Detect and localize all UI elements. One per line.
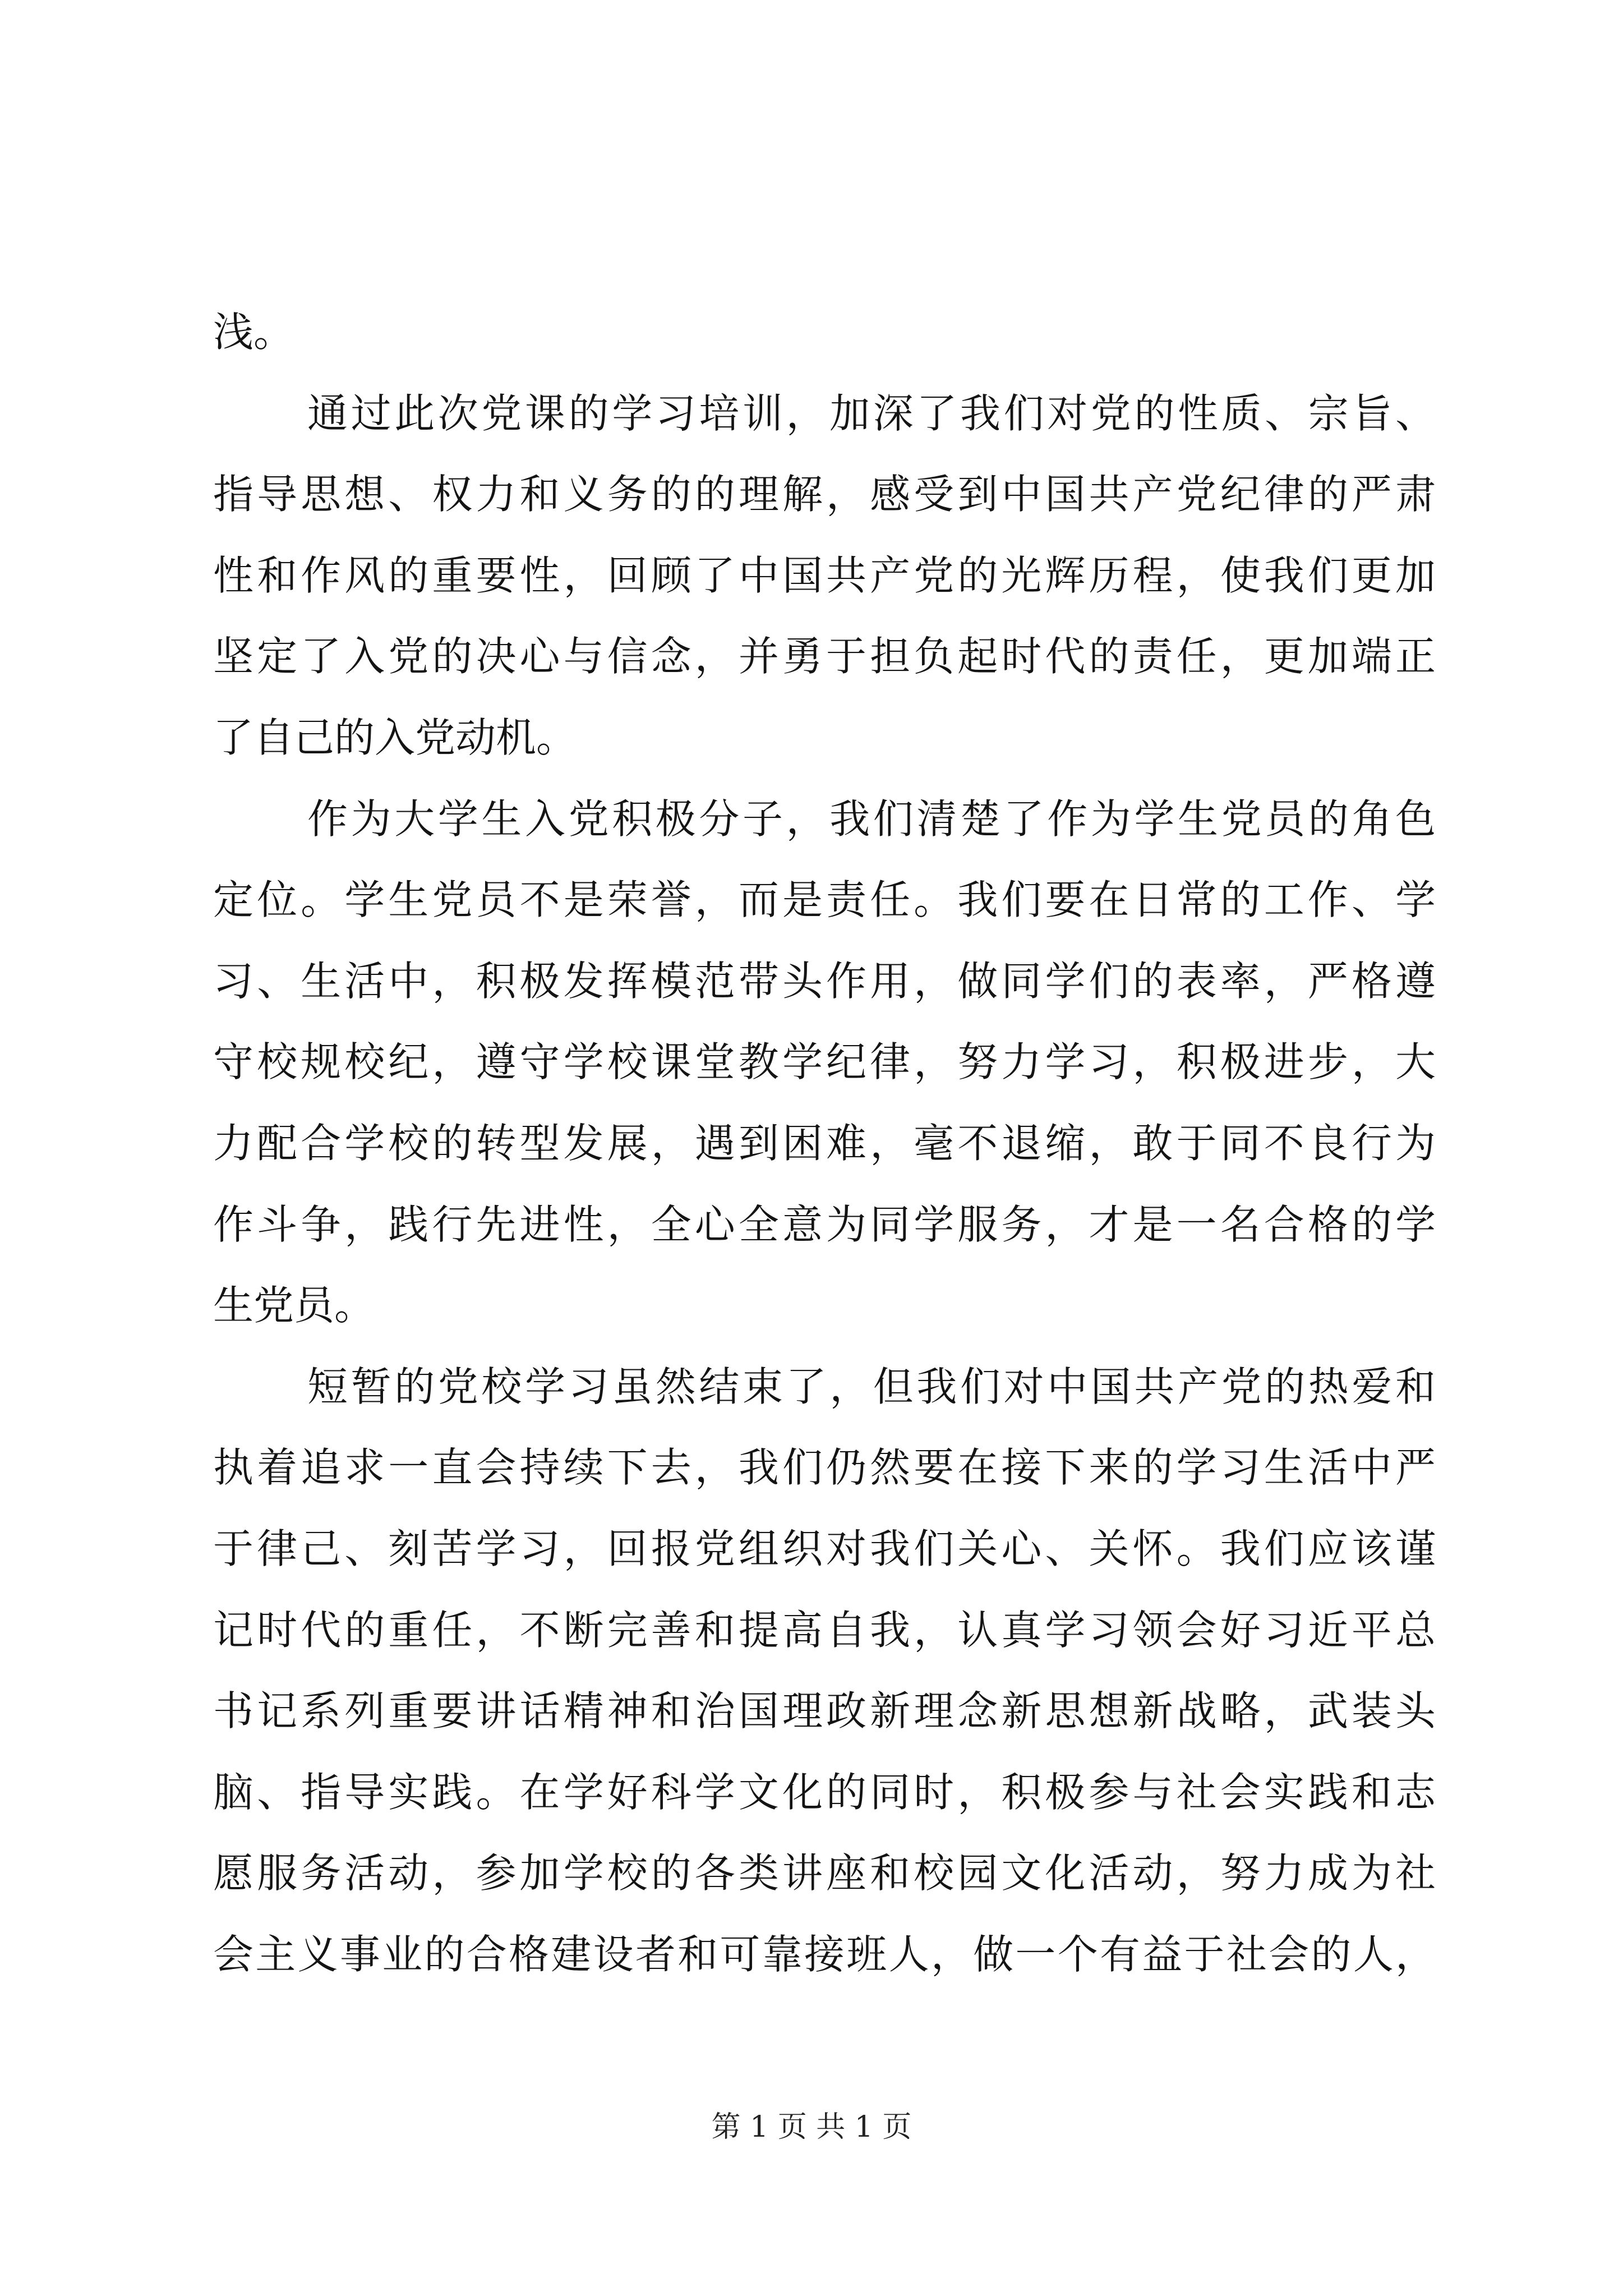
text-line: 于律己、刻苦学习，回报党组织对我们关心、关怀。我们应该谨 <box>213 1525 1436 1572</box>
text-line: 脑、指导实践。在学好科学文化的同时，积极参与社会实践和志 <box>213 1768 1436 1816</box>
text-line: 作为大学生入党积极分子，我们清楚了作为学生党员的角色 <box>307 795 1436 843</box>
text-line: 生党员。 <box>213 1282 375 1329</box>
text-line: 愿服务活动，参加学校的各类讲座和校园文化活动，努力成为社 <box>213 1849 1436 1897</box>
text-line: 坚定了入党的决心与信念，并勇于担负起时代的责任，更加端正 <box>213 633 1436 680</box>
text-line: 力配合学校的转型发展，遇到困难，毫不退缩，敢于同不良行为 <box>213 1119 1436 1167</box>
text-line: 通过此次党课的学习培训，加深了我们对党的性质、宗旨、 <box>307 389 1436 437</box>
text-line: 习、生活中，积极发挥模范带头作用，做同学们的表率，严格遵 <box>213 957 1436 1005</box>
text-line: 作斗争，践行先进性，全心全意为同学服务，才是一名合格的学 <box>213 1200 1436 1248</box>
text-line: 性和作风的重要性，回顾了中国共产党的光辉历程，使我们更加 <box>213 551 1436 599</box>
text-line: 会主义事业的合格建设者和可靠接班人，做一个有益于社会的人， <box>213 1930 1436 1978</box>
text-line: 浅。 <box>213 309 294 356</box>
page-number-label: 第 1 页 共 1 页 <box>711 2110 912 2144</box>
text-line: 定位。学生党员不是荣誉，而是责任。我们要在日常的工作、学 <box>213 876 1436 924</box>
text-line: 执着追求一直会持续下去，我们仍然要在接下来的学习生活中严 <box>213 1444 1436 1492</box>
text-line: 指导思想、权力和义务的的理解，感受到中国共产党纪律的严肃 <box>213 471 1436 518</box>
text-line: 短暂的党校学习虽然结束了，但我们对中国共产党的热爱和 <box>307 1363 1436 1410</box>
text-line: 了自己的入党动机。 <box>213 714 577 761</box>
text-line: 书记系列重要讲话精神和治国理政新理念新思想新战略，武装头 <box>213 1687 1436 1735</box>
page-footer <box>0 2105 1623 2150</box>
document-body <box>213 292 1436 1995</box>
text-line: 记时代的重任，不断完善和提高自我，认真学习领会好习近平总 <box>213 1606 1436 1654</box>
text-line: 守校规校纪，遵守学校课堂教学纪律，努力学习，积极进步，大 <box>213 1038 1436 1086</box>
